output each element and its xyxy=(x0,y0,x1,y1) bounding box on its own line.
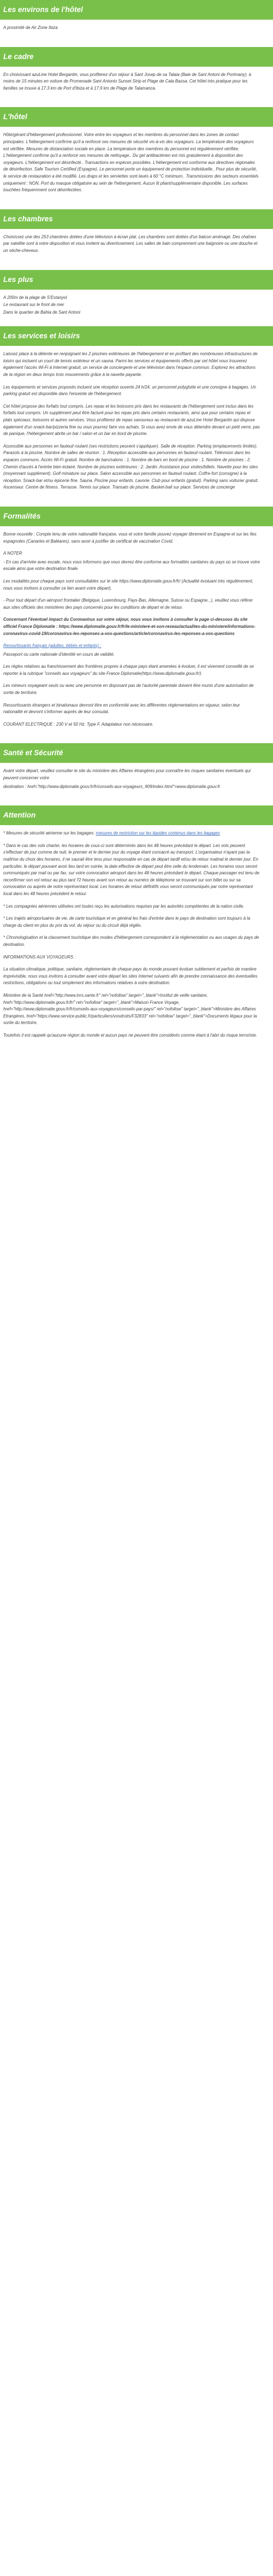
section-title: Les chambres xyxy=(0,209,273,229)
attention-section xyxy=(0,805,273,1054)
list-item: Dans le quartier de Bahia de Sant Antoni xyxy=(3,309,81,315)
sante-paragraph: Avant votre départ, veuillez consulter le site du ministère des Affaires étrangères pour connaître les risques sanitaires éventuels qui peuvent concerner votre xyxy=(3,768,251,781)
liquids-restriction-link[interactable]: mesures de restriction sur les liquides contenus dans les bagages xyxy=(96,831,221,836)
plus-section xyxy=(0,270,273,327)
section-title: Les environs de l'hôtel xyxy=(0,0,273,20)
plus-list xyxy=(3,295,270,316)
section-title: Santé et Sécurité xyxy=(0,743,273,763)
environs-section xyxy=(0,0,273,47)
section-title: L'hôtel xyxy=(0,107,273,127)
section-title: Formalités xyxy=(0,507,273,526)
formalites-paragraph: - En cas d'arrivée avec escale, nous vous informons que vous devrez être conforme aux formalités sanitaires du pays où se trouve votre escale ainsi que votre destination finale. xyxy=(3,559,260,572)
attention-paragraph: * Dans le cas des vols charter, les horaires de cous-ci sont déterminés dans les 48 heures précédant le départ. Les vols peuvent s'effectuer de jour comme de nuit, le premier et le dernier jour du voyage étant consacré au transport. L'organisateur n'ayant pas la maîtrise du choix des horaires, il ne saurait être tenu pour responsable en cas de départ tardif et/ou de retour matinal le dernier jour. En particulier, le départ pouvant avoir lieu tard en soirée, la date effective de départ peut être celle du lendemain. Les horaires vous seront communiqués par mail ou par fax, sur votre convocation aéroport dans les 48 heures précédant le départ. Chaque passager est tenu de reconfirmer son vol retour au plus tard 72 heures avant son retour au numéro de téléphone se trouvant sur son billet ou sur sa convocation ou auprès de notre représentant local. Les horaires de retour définitifs vous seront communiqués par notre représentant local dans les 48 heures précédent le retour. xyxy=(3,843,259,896)
services-paragraph: Les équipements et services proposés incluent une réception ouverte 24 h/24, un personnel polyglotte et une consigne à bagages. Un parking gratuit est disponible dans l'enceinte de l'hébergement. xyxy=(3,384,256,397)
list-item: Le restaurant sur le front de mer xyxy=(3,302,64,308)
attention-intro xyxy=(3,830,270,837)
environs-text: A proximité de Air Zone Ibiza xyxy=(3,25,58,30)
attention-paragraph: * Chronologisation et la classement touristique des modes d'hébergement correspondent à la réglementation ou aux usages du pays de destination. xyxy=(3,935,259,947)
attention-paragraph: Toutefois il est rappelé qu'aucune région du monde et aucun pays ne peuvent être considérés comme étant à l'abri du risque terroriste. xyxy=(3,1032,257,1038)
cadre-section xyxy=(0,47,273,108)
formalites-foreign-nationals: Ressortissants étrangers et binationaux devront être en conformité avec les différentes réglementations en vigueur, selon leur nationalité et devront s'informer auprès de leur consulat. xyxy=(3,702,240,715)
formalites-note-heading: A NOTER xyxy=(3,551,22,556)
services-paragraph: Laissez place à la détente en renjoignant les 2 piscines extérieures de l'hébergement et en profitant des nombreuses infrastructures de loisirs qui incluent un court de tennis extérieur et un sauna. Parmi les services et équipements offerts par cet hôtel vous trouverez également l'accès Wi-Fi à Internet gratuit, un service de conciergerie et une télévision dans l'espace commun. Explorez les attractions de la région en deux temps trois mouvements grâce à la navette payante. xyxy=(3,351,258,378)
formalites-paragraph: - Pour tout départ d'un aéroport frontalier (Belgique, Luxembourg, Pays-Bas, Allemagne, Suisse ou Espagne...), veuillez vous référer aux sites officiels des ministères des pays concernés pour les conditions de départ et de retour. xyxy=(3,598,253,610)
formalites-section xyxy=(0,507,273,743)
formalites-paragraph: Les mineurs voyageant seuls ou avec une personne en disposant pas de l'autorité parentale doivent être munis d'une autorisation de sortie de territoire. xyxy=(3,683,254,696)
sante-section xyxy=(0,743,273,805)
services-section xyxy=(0,326,273,507)
services-paragraph: Accessible aux personnes en fauteuil roulant (ses restrictions peuvent s'appliquer). Salle de réception. Parking (emplacements limités). Parasols à la piscine. Nombre de salles de réunion : 1. Réception accessible aux personnes en fauteuil roulant. Télévision dans les espaces communs. Accès Wi-Fi gratuit. Nombre de bars/salons : 1. Nombre de bars en bord de piscine : 1. Nombre de piscines : 2. Chemin d'accès à l'entrée bien éclairé. Nombre de piscines extérieures : 2. Jardin. Assistance pour visites/billets. Navette pour les sites (moyennant supplément). Golf miniature sur place. Salon accessible aux personnes en fauteuil roulant. Coffre-fort (consigne) à la réception. Snack-bar et/ou épicerie fine. Sauna. Piscine pour enfants. Lavorie. Club pour enfants (gratuit). Parking sans voiturier gratuit. Ascenseur. Centre de fitness. Terrasse. Tennis sur place. Transats de piscine. Basket-ball sur place. Services de concierge xyxy=(3,443,259,490)
cadre-text: En choisissant azuLine Hotel Bergantin, vous profiterez d'un séjour à Sant Josep de sa Talaia (Baie de Sant Antoni de Portmany), à moins de 15 minutes en voiture de Promenade Sant Antonio Sunset Strip et Plage de Cala Bassa. Cet hôtel très pratique pour les familles se trouve à 17,3 km de Port d'Ibiza et à 17,9 km de Plage de Talamanca. xyxy=(3,72,251,91)
section-title: Les services et loisirs xyxy=(0,326,273,346)
travelers-info-heading: INFORMATIONS AUX VOYAGEURS : xyxy=(3,954,76,960)
chambres-text: Choisissez une des 253 chambres dotées d'une télévision à écran plat. Les chambres sont dotées d'un balcon aménagé. Des chaînes par satellite sont à votre disposition et vous invitent au divertissement. Les salles de bain comprennent une baignoire ou une douche et un sèche-cheveux. xyxy=(3,234,258,253)
electric-current-info: COURANT ELECTRIQUE : 230 V et 50 Hz. Type F. Adaptateur non nécessaire. xyxy=(3,721,154,727)
list-item: A 200m de la plage de S'Estanyol xyxy=(3,295,67,300)
hotel-text: Hôte/gérant d'hébergement professionnel. Votre entre les voyageurs et les membres du personnel dans les zones de contact principales. L'hébergement confirme qu'il a renforcé ses mesures de sécurité vis-à-vis des voyageurs. La température des voyageurs est vérifiée. Mesures de distanciation sociale en place. La température des membres du personnel est régulièrement vérifiée. L'hébergement confirme qu'il a renforcé ses mesures de nettoyage.. Du gel antibactérien est mis gratuitement à disposition des voyageurs. L'hébergement est désinfecté.. Transactions en espèces possibles. L'hébergement est conforme aux directives régionales de désinfection. Safe Tourism Certified (Espagne). Le personnel porte un équipement de protection individuelle.. Pour plus de sécurité, le service de restauration a été modifié. Les draps et les serviettes sont lavés à 60 °C minimum.. Transmissions des secteurs essentiels uniquement : NON. Port du masque obligatoire au sein de l'hébergement. Aucun lit pliant/supplémentaire disponible. Les surfaces touchées fréquemment sont désinfectées. xyxy=(3,132,259,193)
sante-link-text: destination : href="http://www.diplomatie.gouv.fr/fr/conseils-aux-voyageurs_909/index.html">www.diplomatie.gouv.fr xyxy=(3,784,221,789)
formalites-paragraph: Bonne nouvelle : Compte tenu de votre nationalité française, vous et votre famille pouvez voyager librement en Espagne et sur les îles espagnoles (Canaries et Baléares), sans avoir à justifier de certificat de vaccination Covid. xyxy=(3,531,257,544)
coronavirus-notice: Concernant l'éventuel impact du Coronavirus sur votre séjour, nous vous invitons à consulter la page ci-dessous du site officiel France Diplomatie : https://www.diplomatie.gouv.fr/fr/le-ministere-et-son-reseau/actualites-du-ministere/informations-coronavirus-covid-19/coronavirus-les-reponses-a-vos-questions/article/coronavirus-les-reponses-a-vos-questions xyxy=(3,617,256,636)
attention-paragraph: * Les trajets aéroportuaires de vie, de carte touristique et en général les frais d'entrée dans le pays de destination sont toujours à la charge du client en plus du prix du vol, du séjour ou du circuit déjà réglés. xyxy=(3,916,251,928)
hotel-section xyxy=(0,107,273,209)
formalites-paragraph: Les modalités pour chaque pays sont consultables sur le site https://www.diplomatie.gouv.fr/fr/ (Actualité évoluant très régulièrement, nous vous invitons à consulter ce lien avant votre départ). xyxy=(3,578,253,591)
section-title: Attention xyxy=(0,805,273,825)
useful-links-paragraph[interactable]: Ministère de la Santé href="http://www.inrs.sante.fr" rel="nofollow" target="_blank">Institut de veille sanitaire, href="http://www.diplomatie.gouv.fr/fr/" rel="nofollow" target="_blank">Maison France Voyage, href="http://www.diplomatie.gouv.fr/fr/conseils-aux-voyageurs/conseils-par-pays/" rel="nofollow" target="_blank">Ministère des Affaires Etrangères, href="https://www.service-public.fr/particuliers/vosdroits/F32833" rel="nofollow" target="_blank">Documents légaux pour la sortie du territoire. xyxy=(3,992,257,1026)
hotel-details-page xyxy=(0,0,273,1054)
section-title: Les plus xyxy=(0,270,273,290)
attention-paragraph: * Les compagnies aériennes utilisées ont toutes reçu les autorisations requises par les autorités compétentes de la nation civile. xyxy=(3,903,245,909)
formalites-paragraph: Passeport ou carte nationale d'identité en cours de validité. xyxy=(3,651,115,657)
attention-intro-label: * Mesures de sécurité aérienne sur les bagages: xyxy=(3,831,95,836)
services-paragraph: Cet hôtel propose des forfaits tout compris. Les repas et les boissons pris dans les restaurants de l'hébergement sont inclus dans les forfaits tout compris. Un supplément peut être facturé pour les repas pris dans certains restaurants, ainsi que pour certains repas et plats spéciaux, boissons et autres services. Vous profiterez de repas savoureux au restaurant de azuLine Hotel Bergantin qui dispose également d'un snack-bar/pizzeria fine ou vous pourrez faire vos achats. Si vous avez envie de vous détendre devant un petit verre, pas de panique, l'hébergement abrite un bar / salon et un bar en bord de piscine. xyxy=(3,403,260,437)
section-title: Le cadre xyxy=(0,47,273,67)
french-nationals-heading[interactable]: Ressortissants français (adultes, bébés et enfants) : xyxy=(3,643,102,649)
formalites-paragraph: Les règles relatives au franchissement des frontières propres à chaque pays étant amenées à évoluer, il est vivement conseillé de se reporter à la rubrique "conseils aux voyageurs" du site France Diplomatie(https://www.diplomatie.gouv.fr/). xyxy=(3,664,254,676)
attention-paragraph: La situation climatique, politique, sanitaire, réglementaire de chaque pays du monde pouvant évoluer subitement et parfois de manière imprévisible, nous vous invitons à consulter avant votre départ les sites Internet suivants afin de prendre connaissance des éventuelles restrictions, obligations ou tout simplement des informations relatives à votre destination. xyxy=(3,967,258,986)
chambres-section xyxy=(0,209,273,270)
